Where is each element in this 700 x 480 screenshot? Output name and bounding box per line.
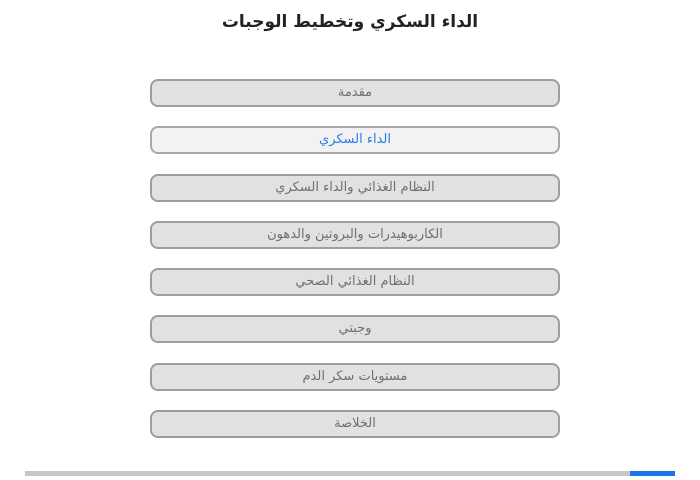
- menu-item-healthy-diet[interactable]: النظام الغذائي الصحي: [150, 268, 560, 296]
- chapter-menu: [150, 79, 560, 457]
- progress-bar-fill: [630, 471, 676, 476]
- menu-item-carbs-protein-fats[interactable]: الكاربوهيدرات والبروتين والدهون: [150, 221, 560, 249]
- progress-bar: [25, 471, 675, 476]
- menu-item-summary[interactable]: الخلاصة: [150, 410, 560, 438]
- menu-item-introduction[interactable]: مقدمة: [150, 79, 560, 107]
- menu-item-diabetes[interactable]: الداء السكري: [150, 126, 560, 154]
- menu-item-blood-sugar-levels[interactable]: مستويات سكر الدم: [150, 363, 560, 391]
- menu-item-my-meal[interactable]: وجبتي: [150, 315, 560, 343]
- menu-item-diet-and-diabetes[interactable]: النظام الغذائي والداء السكري: [150, 174, 560, 202]
- page-title: الداء السكري وتخطيط الوجبات: [221, 12, 479, 32]
